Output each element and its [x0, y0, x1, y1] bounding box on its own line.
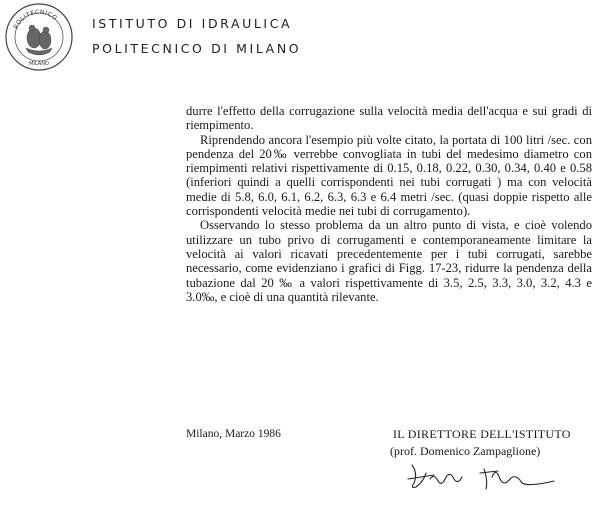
document-body	[186, 104, 592, 304]
university-name: POLITECNICO DI MILANO	[92, 41, 302, 56]
director-name: (prof. Domenico Zampaglione)	[390, 444, 541, 458]
svg-text:MILANO: MILANO	[29, 61, 49, 67]
director-title: IL DIRETTORE DELL'ISTITUTO	[393, 427, 571, 441]
body-paragraph: Riprendendo ancora l'esempio più volte citato, la portata di 100 litri /sec. con pendenza del 20‰ verrebbe convogliata in tubi del medesimo diametro con riempimenti relativi rispettivamente di 0.15, 0.18, 0.22, 0.30, 0.34, 0.40 e 0.58 (inferiori quindi a quelli corrispondenti nei tubi corrugati ) ma con velocità medie di 5.8, 6.0, 6.1, 6.2, 6.3, 6.3 e 6.4 metri /sec. (quasi doppie rispetto alle corrispondenti velocità medie nei tubi di corrugamento).	[186, 132, 592, 219]
body-paragraph: Osservando lo stesso problema da un altro punto di vista, e cioè volendo utilizzare un tubo privo di corrugamenti e contemporaneamente limitare la velocità ai valori ricavati precedentemente per i tubi corrugati, sarebbe necessario, come evidenziano i grafici di Figg. 17-23, ridurre la pendenza della tubazione dal 20 ‰ a valori rispettivamente di 3.5, 2.5, 3.3, 3.0, 3.2, 4.3 e 3.0‰, e cioè di una quantità rilevante.	[186, 218, 592, 304]
institute-name: ISTITUTO DI IDRAULICA	[92, 16, 293, 31]
handwritten-signature	[404, 459, 564, 499]
place-date: Milano, Marzo 1986	[186, 428, 281, 440]
body-paragraph: durre l'effetto della corrugazione sulla velocità media dell'acqua e sui gradi di riempimento.	[186, 104, 592, 133]
politecnico-seal-logo	[4, 2, 74, 72]
svg-text:POLITECNICO: POLITECNICO	[12, 8, 59, 30]
